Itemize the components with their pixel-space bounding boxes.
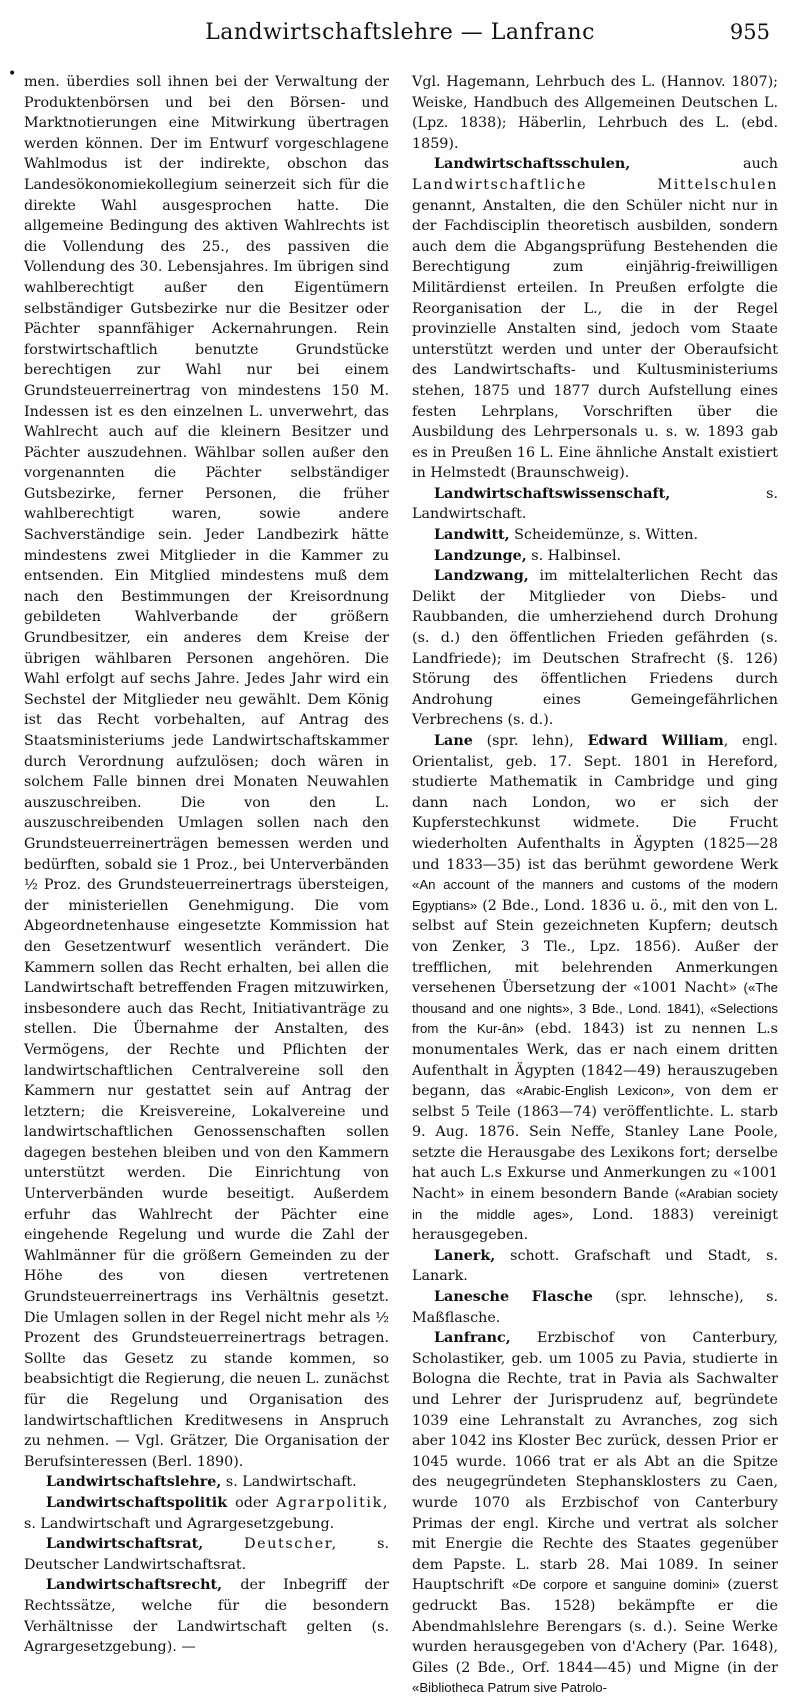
entry-text: (spr. lehn),	[472, 733, 588, 749]
entry-text: s. Landwirtschaft und Agrargesetzgebung.	[24, 1515, 335, 1532]
entry-headword: Landwirtschaftsschulen,	[434, 156, 631, 173]
entry-qualifier: Deutscher,	[203, 1536, 338, 1553]
entry-text: s. Landwirtschaft.	[412, 485, 778, 523]
running-title: Landwirtschaftslehre — Lanfranc	[205, 20, 595, 45]
entry-headword: Landzwang,	[434, 568, 529, 585]
entry-landzunge	[412, 546, 778, 567]
entry-headword: Landwitt,	[434, 527, 510, 544]
entry-headword: Landwirtschaftswissenschaft,	[434, 485, 671, 502]
left-column	[24, 72, 389, 1658]
entry-text: (2 Bde., Lond. 1836 u. ö., mit den von L. selbst auf Stein gezeichneten Kupfern; deutsch von Zenker, 3 Tle., Lpz. 1856). Außer der trefflichen, mit belehrenden Anmerkungen versehenen Übersetzung der «1001 Nacht»	[412, 897, 778, 997]
entry-text: Scheidemünze, s. Witten.	[509, 527, 699, 544]
entry-landwirtschaftswissenschaft	[412, 484, 778, 525]
entry-text: , von dem er selbst 5 Teile (1863—74) veröffentlichte. L. starb 9. Aug. 1876. Sein Neffe, Stanley Lane Poole, setzte die Herausgabe des Lexikons fort; derselbe hat auch L.s Exkurse und Anmerkungen zu «1001 Nacht» in einem besondern Bande	[412, 1083, 778, 1203]
entry-text: s. Landwirtschaft.	[221, 1474, 357, 1491]
entry-headword: Landwirtschaftsrat,	[46, 1536, 204, 1553]
continued-paragraph: Vgl. Hagemann, Lehrbuch des L. (Hannov. 1807); Weiske, Handbuch des Allgemeinen Deutschen L. (Lpz. 1838); Häberlin, Lehrbuch des L. (ebd. 1859).	[412, 74, 778, 152]
continued-paragraph: men. überdies soll ihnen bei der Verwaltung der Produktenbörsen und bei den Börsen- und Marktnotierungen eine Mitwirkung übertragen werden können. Der im Entwurf vorgeschlagene Wahlmodus ist der indirekte, obschon das Landesökonomiekollegium seinerzeit sich für die direkte Wahl ausgesprochen hatte. Die allgemeine Bedingung des aktiven Wahlrechts ist die Vollendung des 25., des passiven die Vollendung des 30. Lebensjahres. Im übrigen sind wahlberechtigt außer den Eigentümern selbständiger Gutsbezirke nur die Besitzer oder Pächter spannfähiger Ackernahrungen. Rein forstwirtschaftlich benutzte Grundstücke berechtigen zur Wahl nur bei einem Grundsteuerreinertrag von mindestens 150 M. Indessen ist es den einzelnen L. unverwehrt, das Wahlrecht auch auf die kleinern Besitzer und Pächter auszudehnen. Wählbar sollen außer den vorgenannten die Pächter selbständiger Gutsbezirke, ferner Personen, die früher wahlberechtigt waren, sowie andere Sachverständige sein. Jeder Landbezirk hätte mindestens zwei Mitglieder in die Kammer zu entsenden. Ein Mitglied mindestens muß dem nach den Bestimmungen der Kreisordnung gebildeten Wahlverbande der größern Grundbesitzer, ein anderes dem Kreise der übrigen wählbaren Personen angehören. Die Wahl erfolgt auf sechs Jahre. Jedes Jahr wird ein Sechstel der Mitglieder neu gewählt. Dem König ist das Recht vorbehalten, auf Antrag des Staatsministeriums jede Landwirtschaftskammer durch Verordnung aufzulösen; doch wären in solchem Falle binnen drei Monaten Neuwahlen auszuschreiben. Die von den L. auszuschreibenden Umlagen sollen nach den Grundsteuerreinerträgen bemessen werden und bedürften, sobald sie 1 Proz., bei Unterverbänden ½ Proz. des Grundsteuerreinertrags übersteigen, der ministeriellen Genehmigung. Die vom Abgeordnetenhause eingesetzte Kommission hat den Gesetzentwurf wesentlich verändert. Die Kammern sollen das Recht erhalten, bei allen die Landwirtschaft betreffenden Fragen mitzuwirken, insbesondere auch das Recht, Initiativanträge zu stellen. Die Übernahme der Anstalten, des Vermögens, der Rechte und Pflichten der landwirtschaftlichen Centralvereine soll den Kammern nur gestattet sein auf Antrag der letztern; die Kreisvereine, Lokalvereine und landwirtschaftlichen Genossenschaften sollen dagegen bestehen bleiben und von den Kammern unterstützt werden. Die Einrichtung von Unterverbänden wurde beseitigt. Außerdem erfuhr das Wahlrecht der Pächter eine eingehende Regelung und wurde die Zahl der Wahlmänner für die größern Gemeinden zu der Höhe des von diesen vertretenen Grundsteuerreinertrags ins Verhältnis gesetzt. Die Umlagen sollen in der Regel nicht mehr als ½ Prozent des Grundsteuerreinertrags betragen. Sollte das Gesetz zu stande kommen, so beabsichtigt die Regierung, die neuen L. zunächst für die Regelung und Organisation des landwirtschaftlichen Kreditwesens in Anspruch zu nehmen. — Vgl. Grätzer, Die Organisation der Berufsinteressen (Berl. 1890).	[24, 74, 389, 1470]
entry-text: (ebd. 1843) ist zu nennen L.s monumentales Werk, das er nach einem dritten Aufenthalt in Ägypten (1842—49) herauszugeben begann, das	[412, 1021, 779, 1100]
entry-headword: Lanfranc,	[434, 1330, 511, 1347]
right-column	[412, 72, 778, 1699]
entry-headword: Lane	[434, 733, 473, 749]
entry-text: (spr. lehnsche), s. Maßflasche.	[412, 1289, 778, 1326]
entry-text: s. Deutscher Landwirtschaftsrat.	[24, 1536, 389, 1573]
work-title: «Bibliotheca Patrum sive Patrolo-	[412, 1680, 607, 1696]
entry-text: s. Halbinsel.	[526, 547, 622, 564]
work-title: «De corpore et sanguine domini»	[511, 1577, 720, 1593]
entry-text: (zuerst gedruckt Bas. 1528) bekämpfte er die Abendmahlslehre Berengars (s. d.). Seine Werke wurden herausgegeben von d'Achery (Par. 1648), Giles (2 Bde., Orf. 1844—45) und Migne (in der	[412, 1577, 778, 1676]
page-number: 955	[729, 20, 770, 44]
entry-text: Erzbischof von Canterbury, Scholastiker, geb. um 1005 zu Pavia, studierte in Bologna die Rechte, trat in Pavia als Sachwalter und Lehrer der Jurisprudenz auf, begründete 1039 eine Lehranstalt zu Avranches, zog sich aber 1042 ins Kloster Bec zurück, dessen Prior er 1045 wurde. 1066 trat er als Abt an die Spitze des neugegründeten Stephansklosters zu Caen, wurde 1070 als Erzbischof von Canterbury Primas der engl. Kirche und vertrat als solcher mit Energie die Rechte des Staates gegenüber dem Papste. L. starb 28. Mai 1089. In seiner Hauptschrift	[412, 1330, 778, 1594]
work-title: «An account of the manners and customs of the modern Egyptians»	[412, 877, 778, 913]
work-title: («Arabian society in the middle ages»	[412, 1186, 778, 1222]
entry-landwirtschaftsrecht	[24, 1575, 389, 1657]
page-header	[30, 14, 770, 54]
entry-headword: Landwirtschaftspolitik	[46, 1494, 228, 1511]
entry-text: im mittelalterlichen Recht das Delikt der Mitglieder von Diebs- und Raubbanden, die umherziehend durch Drohung (s. d.) den öffentlichen Frieden gefährden (s. Landfriede); im Deutschen Strafrecht (§. 126) Störung des öffentlichen Friedens durch Androhung eines Gemeingefährlichen Verbrechens (s. d.).	[412, 568, 778, 729]
entry-person-name: Edward William	[587, 733, 724, 749]
column-divider	[398, 78, 399, 1290]
entry-lanesche-flasche	[412, 1287, 778, 1328]
entry-synonym: Agrarpolitik,	[276, 1494, 389, 1511]
entry-headword: Landwirtschaftsrecht,	[46, 1577, 223, 1594]
entry-text: genannt, Anstalten, die den Schüler nicht nur in der Fachdisciplin theoretisch ausbilden, sondern auch dem die Abgangsprüfung Bestehenden die Berechtigung zum einjährig-freiwilligen Militärdienst erteilen. In Preußen erfolgte die Reorganisation der L., die in der Regel provinzielle Anstalten sind, jedoch vom Staate unterstützt werden und unter der Oberaufsicht des Landwirtschafts- und Kultusministeriums stehen, 1875 und 1877 durch Aufstellung eines festen Lehrplans, Vorschriften über die Ausbildung des Lehrpersonals u. s. w. 1893 gab es in Preußen 16 L. Eine ähnliche Anstalt existiert in Helmstedt (Braunschweig).	[412, 197, 778, 482]
work-title: («The thousand and one nights», 3 Bde., Lond. 1841), «Selections from the Kur-ân»	[412, 980, 778, 1037]
entry-headword: Lanerk,	[434, 1247, 496, 1264]
entry-text: auch	[630, 156, 778, 173]
entry-landwitt	[412, 525, 778, 546]
entry-lanerk	[412, 1246, 778, 1287]
entry-synonym: Landwirtschaftliche Mittelschulen	[412, 176, 778, 193]
entry-headword: Landwirtschaftslehre,	[46, 1474, 222, 1491]
entry-landwirtschaftslehre	[24, 1472, 389, 1493]
margin-mark: •	[8, 66, 17, 82]
entry-text: schott. Grafschaft und Stadt, s. Lanark.	[412, 1247, 778, 1285]
entry-landwirtschaftsschulen	[412, 154, 778, 484]
entry-landwirtschaftsrat	[24, 1534, 389, 1575]
entry-text: , Lond. 1883) vereinigt herausgegeben.	[412, 1206, 778, 1244]
entry-lane	[412, 731, 778, 1246]
entry-landzwang	[412, 566, 778, 731]
entry-text: der Inbegriff der Rechtssätze, welche für die besondern Verhältnisse der Landwirtschaft gelten (s. Agrargesetzgebung). —	[24, 1577, 389, 1656]
entry-headword: Lanesche Flasche	[434, 1289, 593, 1306]
entry-text: oder	[227, 1494, 277, 1511]
entry-landwirtschaftspolitik	[24, 1493, 389, 1534]
work-title: «Arabic-English Lexicon»	[515, 1083, 671, 1099]
entry-text: , engl. Orientalist, geb. 17. Sept. 1801 in Hereford, studierte Mathematik in Cambridge und ging dann nach London, wo er sich der Kupferstechkunst widmete. Die Frucht wiederholten Aufenthalts in Ägypten (1825—28 und 1833—35) ist das berühmt gewordene Werk	[412, 733, 778, 873]
entry-lanfranc	[412, 1328, 778, 1699]
entry-headword: Landzunge,	[434, 547, 527, 564]
